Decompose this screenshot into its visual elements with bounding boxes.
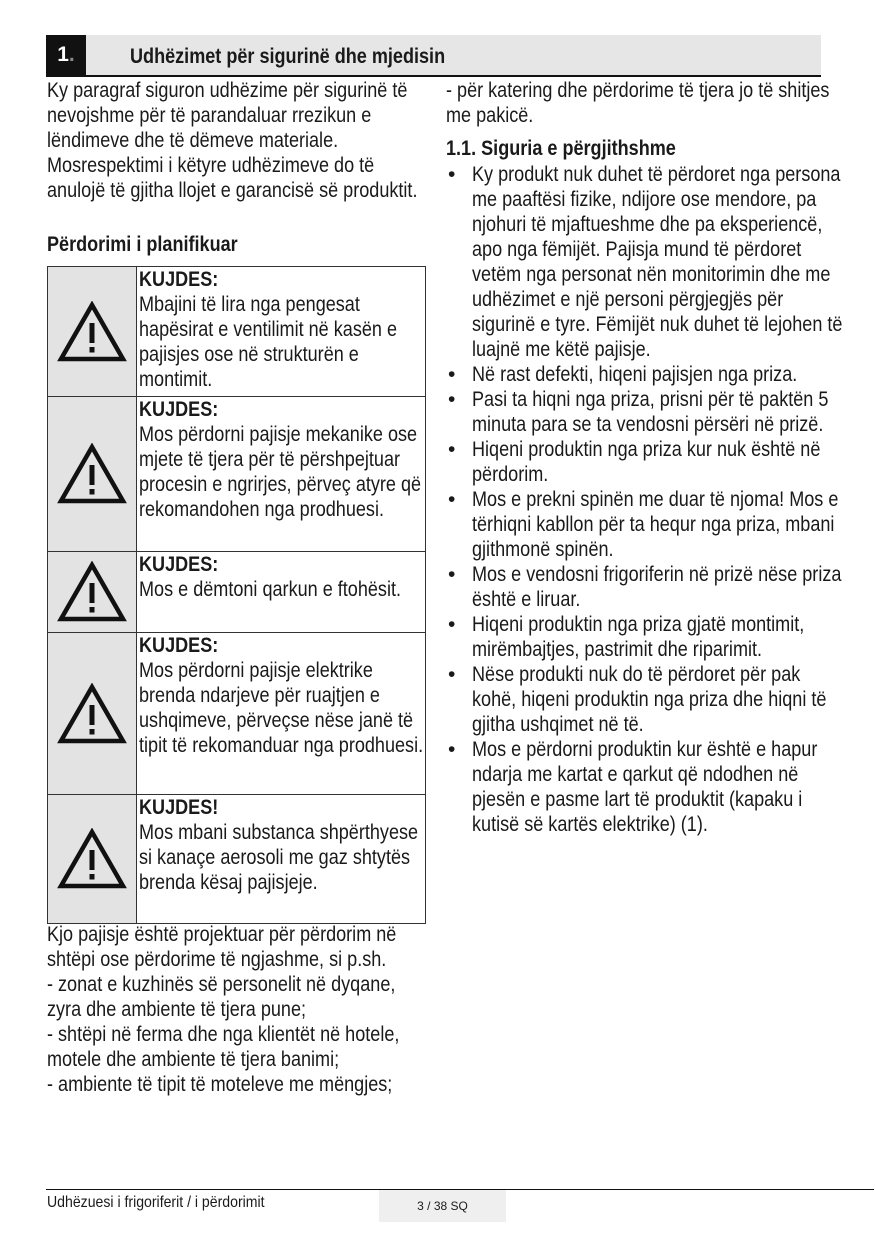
right-column [446,78,846,837]
warning-icon-cell [48,795,137,923]
warning-triangle-icon [57,683,127,745]
intro-paragraph: Ky paragraf siguron udhëzime për sigurinë të nevojshme për të parandaluar rrezikun e lëndimeve dhe të dëmeve materiale. Mosrespektimi i këtyre udhëzimeve do të anulojë të gjitha llojet e garancisë së produktit. [47,79,418,202]
list-item: • Nëse produkti nuk do të përdoret për pak kohë, hiqeni produktin nga priza dhe hiqni të gjitha ushqimet në të. [446,662,846,737]
warning-title: KUJDES: [139,634,219,657]
list-item: • Në rast defekti, hiqeni pajisjen nga priza. [446,362,846,387]
warning-triangle-icon [57,561,127,623]
warning-row [48,633,425,795]
intro-block [47,78,427,228]
list-item: • Hiqeni produktin nga priza gjatë montimit, mirëmbajtjes, pastrimit dhe riparimit. [446,612,846,662]
warning-row [48,397,425,552]
warning-title: KUJDES: [139,268,219,291]
safety-bullet-list [446,162,846,837]
header-rule [46,75,821,77]
intended-use-paragraph: Kjo pajisje është projektuar për përdorim në shtëpi ose përdorime të ngjashme, si p.sh. [47,923,397,971]
warning-text: Mos përdorni pajisje elektrike brenda ndarjeve për ruajtjen e ushqimeve, përveçse nëse janë të tipit të rekomanduar nga prodhuesi. [139,659,424,757]
intended-use-block [47,922,427,1097]
section-title: Udhëzimet për sigurinë dhe mjedisin [130,45,446,68]
list-item: • Ky produkt nuk duhet të përdoret nga persona me paaftësi fizike, ndijore ose mendore, pa njohuri të mjaftueshme dhe pa eksperiencë, apo nga fëmijët. Pajisja mund të përdoret vetëm nga personat nën monitorimin dhe me udhëzimet e një personi përgjegjës për sigurinë e tyre. Fëmijët nuk duhet të lejohen të luajnë me këtë pajisje. [446,162,846,362]
warning-text-cell [137,397,425,551]
general-safety-heading: 1.1. Siguria e përgjithshme [446,137,676,160]
warning-icon-cell [48,552,137,632]
warning-icon-cell [48,397,137,551]
planned-use-heading: Përdorimi i planifikuar [47,233,238,256]
section-header [46,35,821,75]
list-item: • Mos e vendosni frigoriferin në prizë nëse priza është e liruar. [446,562,846,612]
warning-text: Mos përdorni pajisje mekanike ose mjete të tjera për të përshpejtuar procesin e ngrirjes, përveç atyre që rekomandohen nga prodhuesi. [139,423,422,521]
left-column [47,78,427,1097]
warning-text: Mbajini të lira nga pengesat hapësirat e ventilimit në kasën e pajisjes ose në strukturën e montimit. [139,293,397,391]
warning-table [47,266,426,924]
warning-text-cell [137,552,425,632]
list-item: • Mos e prekni spinën me duar të njoma! Mos e tërhiqni kabllon për ta hequr nga priza, mbani gjithmonë spinën. [446,487,846,562]
section-number: 1. [46,35,86,75]
warning-title: KUJDES: [139,553,219,576]
warning-row [48,552,425,633]
warning-text: Mos mbani substanca shpërthyese si kanaçe aerosoli me gaz shtytës brenda kësaj pajisjeje. [139,821,419,894]
warning-row [48,795,425,923]
list-item: • Mos e përdorni produktin kur është e hapur ndarja me kartat e qarkut që ndodhen në pjesën e pasme lart të produktit (kapaku i kutisë së kartës elektrike) (1). [446,737,846,837]
warning-triangle-icon [57,828,127,890]
intended-use-item: - ambiente të tipit të moteleve me mëngjes; [47,1073,393,1096]
list-item: • Pasi ta hiqni nga priza, prisni për të paktën 5 minuta para se ta vendosni përsëri në prizë. [446,387,846,437]
page-number: 3 / 38 SQ [379,1190,506,1222]
warning-triangle-icon [57,301,127,363]
intended-use-item: - zonat e kuzhinës së personelit në dyqane, zyra dhe ambiente të tjera pune; [47,973,396,1021]
warning-text-cell [137,795,425,923]
warning-title: KUJDES! [139,796,219,819]
warning-text-cell [137,633,425,794]
intended-use-item-continued: - për katering dhe përdorime të tjera jo të shitjes me pakicë. [446,79,830,127]
warning-icon-cell [48,633,137,794]
intended-use-item: - shtëpi në ferma dhe nga klientët në hotele, motele dhe ambiente të tjera banimi; [47,1023,400,1071]
warning-text: Mos e dëmtoni qarkun e ftohësit. [139,578,402,601]
warning-icon-cell [48,267,137,396]
warning-triangle-icon [57,443,127,505]
footer-manual-title: Udhëzuesi i frigoriferit / i përdorimit [47,1194,265,1211]
warning-row [48,267,425,397]
list-item: • Hiqeni produktin nga priza kur nuk është në përdorim. [446,437,846,487]
warning-text-cell [137,267,425,396]
warning-title: KUJDES: [139,398,219,421]
